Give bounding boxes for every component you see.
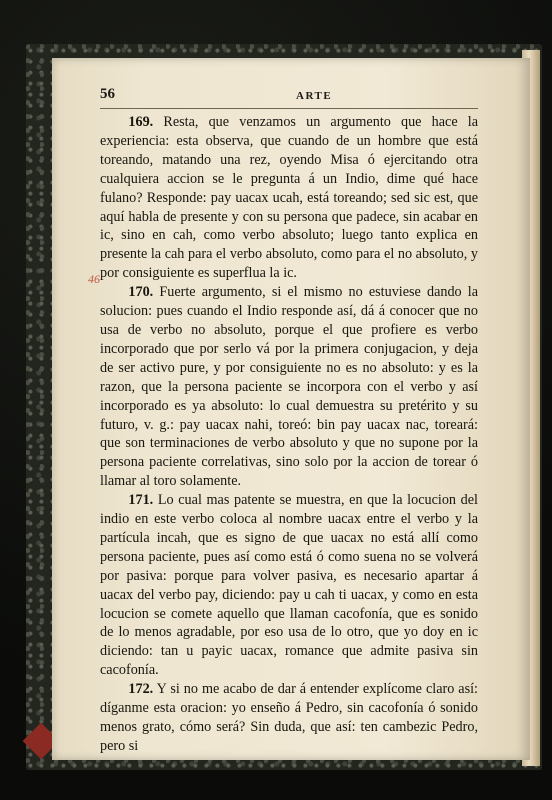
paragraph-171: [100, 491, 478, 680]
paragraph-text: Lo cual mas patente se muestra, en que la locucion del indio en este verbo coloca al nombre uacax entre el verbo y la partícula incah, que es signo de que uacax no está allí como persona paciente, pues así como está ó como suena no se volverá por pasiva: porque para volver pasiva, es necesario apartar á uacax del verbo pay, diciendo: pay u cah ti uacax, y como en esta locucion se comete aquello que llaman cacofonía, que es sonido de lo menos agradable, por eso usa de lo otro, que yo doy en ic diciendo: tan u payic uacax, romance que admite pasiva sin cacofonía.: [100, 492, 478, 679]
handwritten-margin-note: 46: [88, 272, 100, 286]
paragraph-text: Resta, que venzamos un argumento que hace la experiencia: esta observa, que cuando de un hombre que está toreando, matando una rez, oyendo Misa ó ejercitando otra cualquiera accion se le pregunta á un Indio, dime qué hace fulano? Responde: pay uacax ucah, está toreando; sed sic est, que aquí habla de presente y con su persona que padece, sin acabar en ic, sino en cah, como verbo absoluto; luego tanto explica en presente la cah para el verbo absoluto, como para el no absoluto, y por consiguiente es superflua la ic.: [100, 114, 479, 282]
running-head: ARTE: [296, 90, 333, 102]
header-rule: [100, 108, 478, 109]
paragraph-170: [100, 283, 478, 491]
paragraph-169: [100, 113, 478, 283]
paragraph-number: 170.: [128, 284, 154, 301]
paragraph-number: 169.: [128, 114, 154, 130]
paragraph-text: Y si no me acabo de dar á entender explícome claro así: díganme esta oracion: yo enseño á Pedro, sin cacofonía ó sonido menos grato, cómo será? Sin duda, que así: ten cambezic Pedro, pero si: [100, 681, 478, 754]
paragraph-number: 171.: [128, 492, 154, 509]
paragraph-172: [100, 680, 478, 756]
page-number: 56: [100, 86, 115, 102]
paragraph-number: 172.: [128, 681, 154, 698]
body-text: [100, 113, 478, 756]
paragraph-text: Fuerte argumento, si el mismo no estuviese dando la solucion: pues cuando el Indio responde así, dá á conocer que no usa de verbo no absoluto, porque el que profiere es verbo incorporado que por serlo vá por la primera conjugacion, y deja de ser activo pure, y por consiguiente no es no absoluto: y es la razon, que la persona paciente se incorpora con el verbo y así incorporado es ya absoluto: lo cual demuestra su pretérito y su futuro, v. g.: pay uacax nahi, toreó: bin pay uacax nac, toreará: que son terminaciones de verbo absoluto y que no supone por la persona paciente correlativas, sino solo por la accion de torear ó llamar al toro solamente.: [100, 284, 479, 490]
